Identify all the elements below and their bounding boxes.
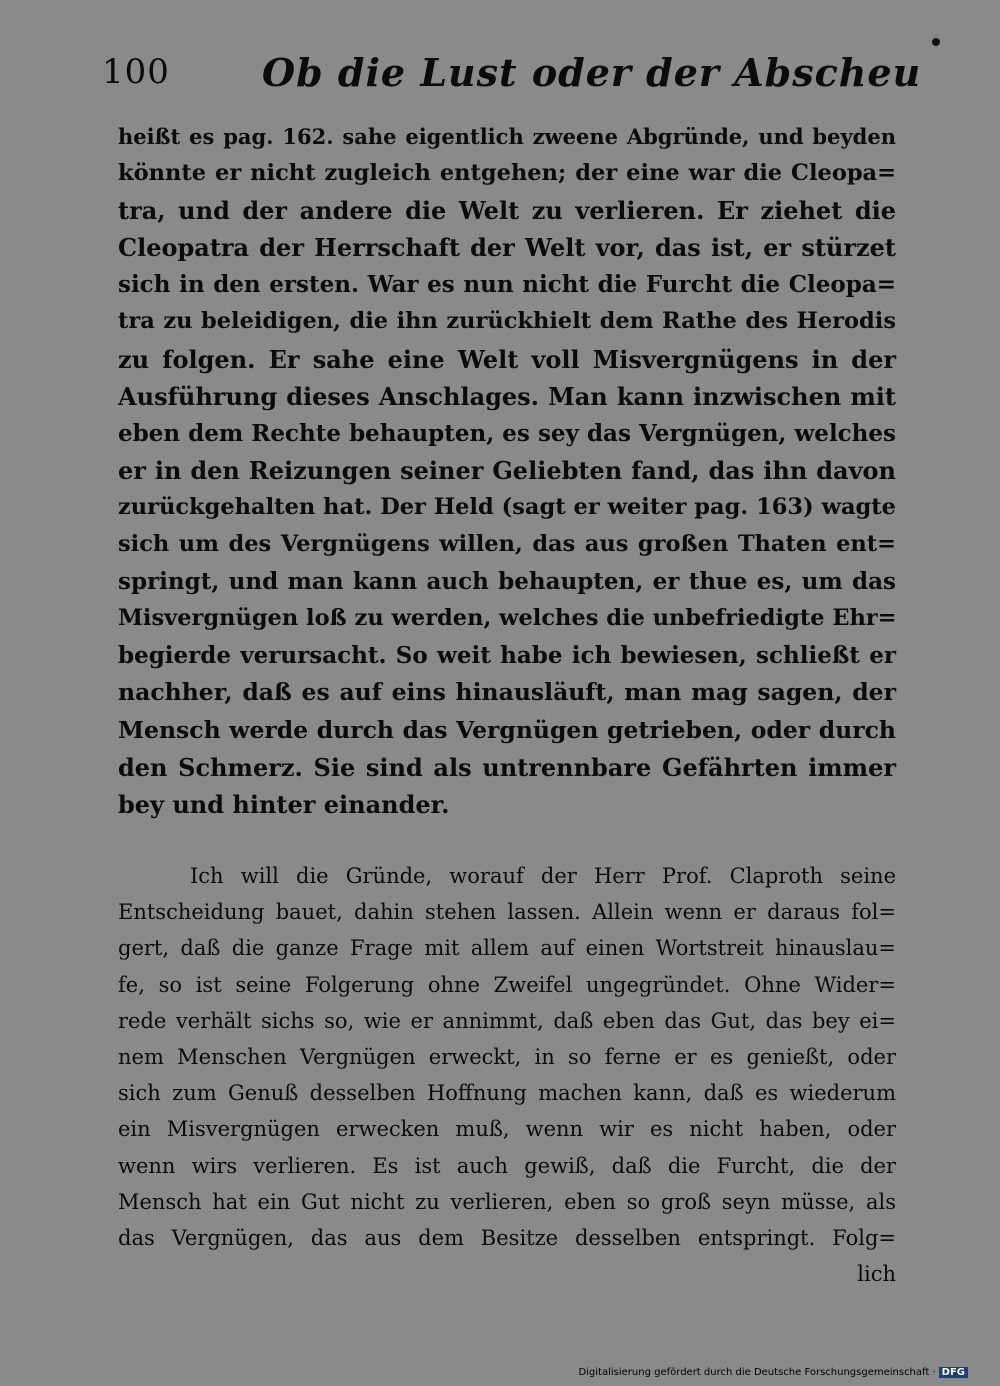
text-line: rede verhält sichs so, wie er annimmt, daß eben das Gut, das bey ei=	[118, 1008, 896, 1033]
ink-spot	[932, 38, 940, 46]
text-line: Ausführung dieses Anschlages. Man kann inzwischen mit	[118, 381, 896, 411]
text-line: Mensch werde durch das Vergnügen getrieben, oder durch	[118, 715, 896, 744]
text-line: lich	[857, 1262, 896, 1287]
dfg-logo: DFG	[939, 1367, 968, 1378]
text-line: begierde verursacht. So weit habe ich bewiesen, schließt er	[118, 642, 896, 670]
text-line: springt, und man kann auch behaupten, er thue es, um das	[118, 568, 896, 596]
text-line: könnte er nicht zugleich entgehen; der eine war die Cleopa=	[118, 160, 896, 187]
text-line: den Schmerz. Sie sind als untrennbare Gefährten immer	[118, 752, 896, 782]
text-line: tra zu beleidigen, die ihn zurückhielt dem Rathe des Herodis	[118, 308, 896, 335]
text-line: sich um des Vergnügens willen, das aus großen Thaten ent=	[118, 531, 896, 558]
text-line: zu folgen. Er sahe eine Welt voll Misvergnügens in der	[118, 344, 896, 374]
text-line: tra, und der andere die Welt zu verlieren. Er ziehet die	[118, 196, 896, 226]
text-line: das Vergnügen, das aus dem Besitze desselben entspringt. Folg=	[118, 1225, 896, 1250]
text-line: gert, daß die ganze Frage mit allem auf einen Wortstreit hinauslau=	[118, 936, 896, 961]
text-line: er in den Reizungen seiner Geliebten fand, das ihn davon	[118, 455, 896, 485]
body-paragraph-1	[118, 118, 896, 823]
text-line: wenn wirs verlieren. Es ist auch gewiß, daß die Furcht, die der	[118, 1153, 896, 1178]
text-line: sich in den ersten. War es nun nicht die Furcht die Cleopa=	[118, 271, 896, 299]
text-line: Mensch hat ein Gut nicht zu verlieren, eben so groß seyn müsse, als	[118, 1189, 896, 1214]
text-line: Entscheidung bauet, dahin stehen lassen. Allein wenn er daraus fol=	[118, 900, 896, 925]
text-line: Cleopatra der Herrschaft der Welt vor, das ist, er stürzet	[118, 233, 896, 263]
page-number: 100	[102, 52, 170, 92]
running-title: Ob die Lust oder der Abscheu	[262, 50, 922, 95]
text-line: eben dem Rechte behaupten, es sey das Vergnügen, welches	[118, 419, 896, 447]
text-line: ein Misvergnügen erwecken muß, wenn wir es nicht haben, oder	[118, 1117, 896, 1142]
text-line: sich zum Genuß desselben Hoffnung machen kann, daß es wiederum	[118, 1081, 896, 1106]
text-line: Ich will die Gründe, worauf der Herr Prof. Claproth seine	[190, 864, 896, 888]
text-line: nem Menschen Vergnügen erweckt, in so ferne er es genießt, oder	[118, 1044, 896, 1069]
text-line: fe, so ist seine Folgerung ohne Zweifel ungegründet. Ohne Wider=	[118, 972, 896, 997]
text-line: bey und hinter einander.	[118, 789, 450, 819]
text-line: Misvergnügen loß zu werden, welches die unbefriedigte Ehr=	[118, 605, 897, 632]
credit-text: Digitalisierung gefördert durch die Deutsche Forschungsgemeinschaft ·	[578, 1367, 936, 1378]
body-paragraph-2	[118, 858, 896, 1292]
text-line: heißt es pag. 162. sahe eigentlich zweene Abgründe, und beyden	[118, 124, 896, 149]
digitization-credit	[578, 1367, 968, 1378]
text-line: zurückgehalten hat. Der Held (sagt er weiter pag. 163) wagte	[118, 493, 896, 520]
text-line: nachher, daß es auf eins hinausläuft, man mag sagen, der	[118, 678, 896, 707]
